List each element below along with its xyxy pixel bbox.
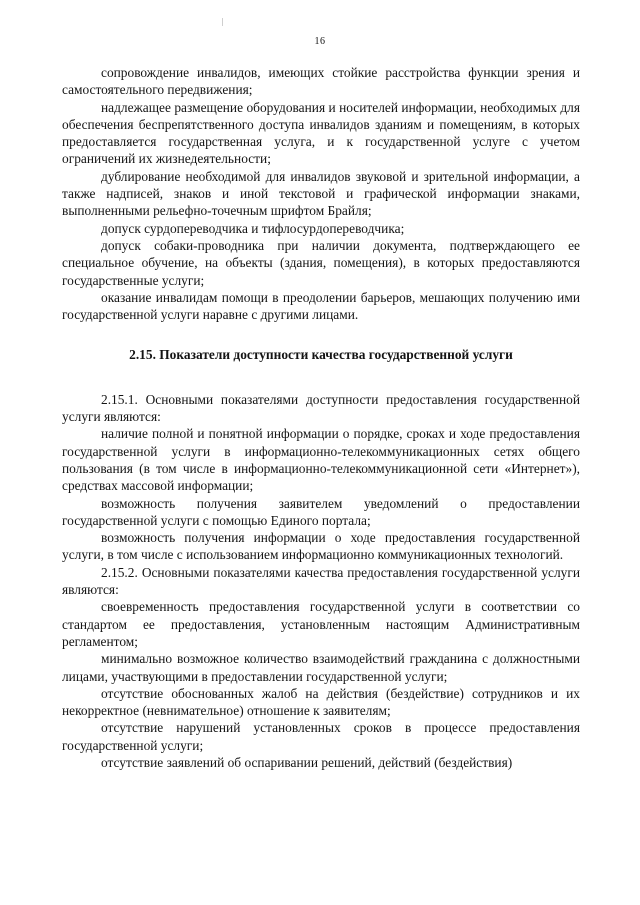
paragraph: 2.15.2. Основными показателями качества предоставления государственной услуги являются: — [62, 564, 580, 598]
paragraph: своевременность предоставления государственной услуги в соответствии со стандартом ее предоставления, установленным настоящим Административным регламентом; — [62, 599, 580, 649]
paragraph: возможность получения заявителем уведомлений о предоставлении государственной услуги с помощью Единого портала; — [62, 495, 580, 528]
paragraph: допуск сурдопереводчика и тифлосурдопереводчика; — [101, 220, 405, 236]
page-number: 16 — [314, 36, 326, 47]
section-heading: 2.15. Показатели доступности качества государственной услуги — [129, 347, 513, 363]
paragraph: оказание инвалидам помощи в преодолении барьеров, мешающих получению ими государственной услуги наравне с другими лицами. — [62, 289, 580, 323]
paragraph: отсутствие нарушений установленных сроков в процессе предоставления государственной услуги; — [62, 720, 580, 753]
paragraph: 2.15.1. Основными показателями доступности предоставления государственной услуги являются: — [62, 391, 580, 425]
paragraph: отсутствие заявлений об оспаривании решений, действий (бездействия) — [101, 754, 513, 770]
paragraph: отсутствие обоснованных жалоб на действия (бездействие) сотрудников и их некорректное (невнимательное) отношение к заявителям; — [62, 685, 580, 719]
scan-mark — [222, 18, 223, 26]
paragraph: надлежащее размещение оборудования и носителей информации, необходимых для обеспечения беспрепятственного доступа инвалидов зданиям и помещениям, в которых предоставляется государственная услуга, и к государственной услуге с учетом ограничений их жизнедеятельности; — [62, 99, 580, 167]
paragraph: допуск собаки-проводника при наличии документа, подтверждающего ее специальное обучение, на объекты (здания, помещения), в которых предоставляются государственные услуги; — [62, 237, 580, 288]
document-body — [62, 64, 580, 771]
paragraph: сопровождение инвалидов, имеющих стойкие расстройства функции зрения и самостоятельного передвижения; — [62, 65, 580, 98]
paragraph: дублирование необходимой для инвалидов звуковой и зрительной информации, а также надписей, знаков и иной текстовой и графической информации знаками, выполненными рельефно-точечным шрифтом Брайля; — [62, 168, 580, 219]
paragraph: минимально возможное количество взаимодействий гражданина с должностными лицами, участвующими в предоставлении государственной услуги; — [62, 651, 580, 684]
paragraph: наличие полной и понятной информации о порядке, сроках и ходе предоставления государственной услуги в информационно-телекоммуникационных сетях общего пользования (в том числе в информационно-телекоммуникационной сети «Интернет»), средствах массовой информации; — [62, 426, 580, 494]
paragraph: возможность получения информации о ходе предоставления государственной услуги, в том числе с использованием информационно коммуникационных технологий. — [62, 530, 580, 563]
